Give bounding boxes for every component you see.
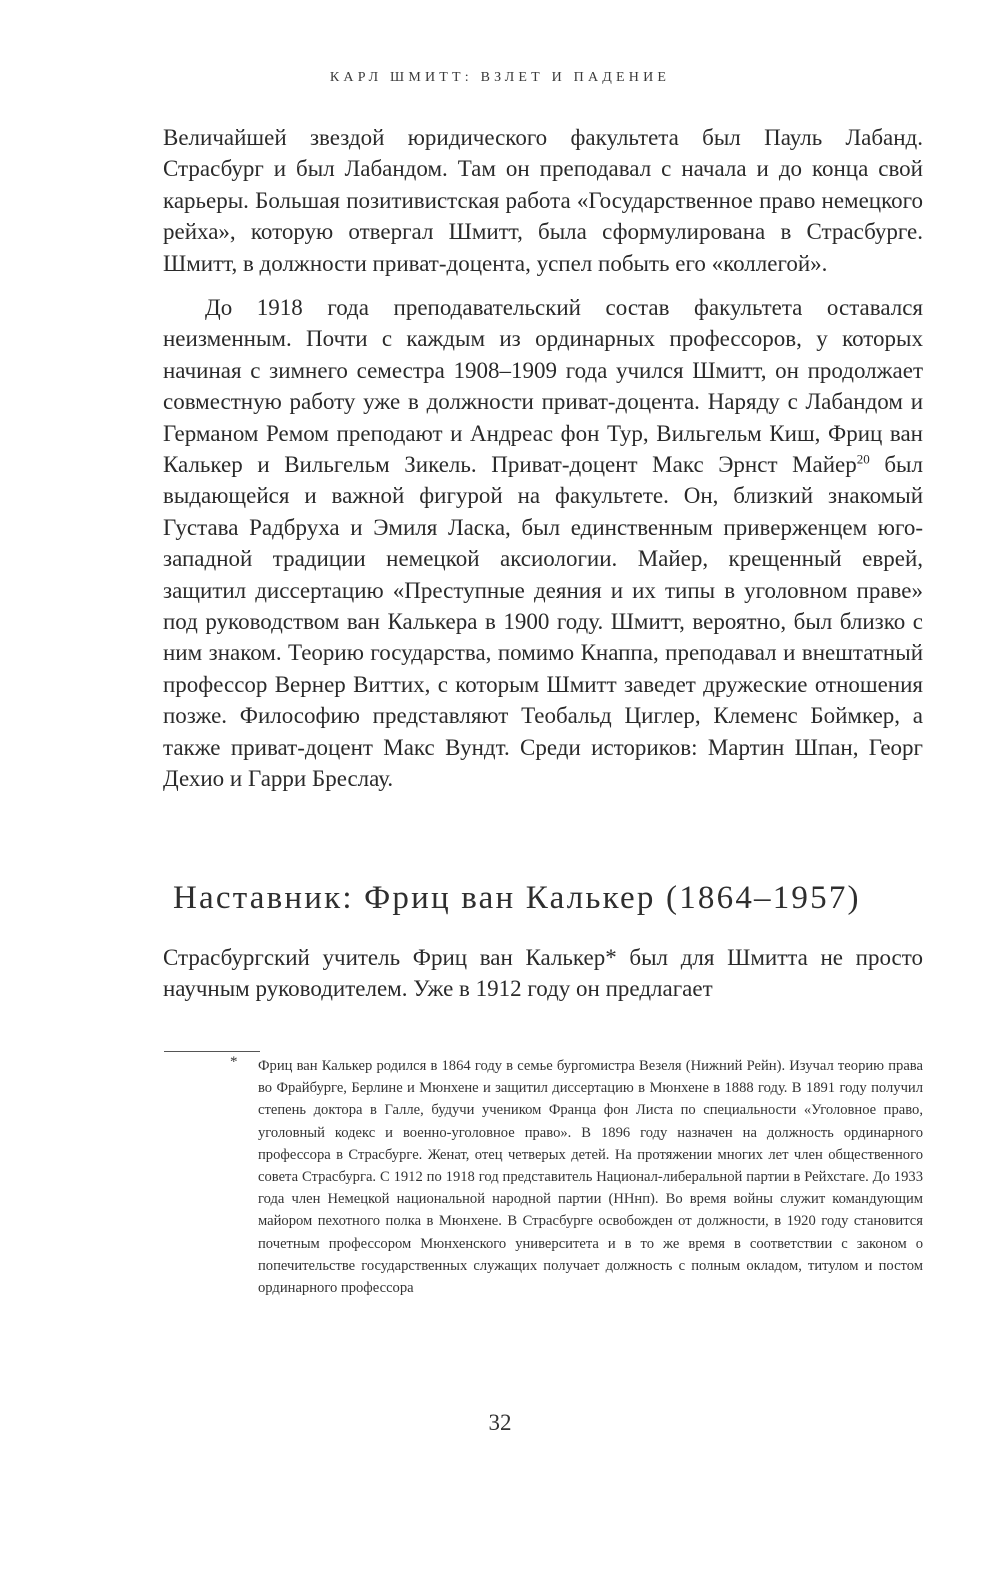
footnote-marker: * bbox=[230, 1054, 238, 1070]
footnote bbox=[230, 1054, 923, 1299]
running-head: КАРЛ ШМИТТ: ВЗЛЕТ И ПАДЕНИЕ bbox=[329, 70, 671, 85]
footnote-text: Фриц ван Калькер родился в 1864 году в семье бургомистра Везеля (Нижний Рейн). Изучал теорию права во Фрайбурге, Берлине и Мюнхене и защитил диссертацию в Мюнхене в 1888 году. В 1891 году получил степень доктора в Галле, будучи учеником Франца фон Листа по специальности «Уголовное право, уголовный кодекс и военно-уголовное право». В 1896 году назначен на должность ординарного профессора в Страсбурге. Женат, отец четверых детей. На протяжении многих лет член общественного совета Страсбурга. С 1912 по 1918 год представитель Национал-либеральной партии в Рейхстаге. До 1933 года член Немецкой национальной народной партии (ННнп). Во время войны служит командующим майором пехотного полка в Мюнхене. В Страсбурге освобожден от должности, в 1920 году становится почетным профессором Мюнхенского университета и в то же время в соответствии с законом о попечительстве государственных служащих получает должность с полным окладом, титулом и постом ординарного профессора bbox=[258, 1058, 923, 1297]
endnote-reference[interactable]: 20 bbox=[856, 451, 870, 467]
paragraph-text: Страсбургский учитель Фриц ван Калькер* был для Шмитта не просто научным руководителем. Уже в 1912 году он предлагает bbox=[163, 945, 923, 1002]
paragraph-text: Величайшей звездой юридического факультета был Пауль Лабанд. Страсбург и был Лабандом. Там он преподавал с начала и до конца свой карьеры. Большая позитивистская работа «Государственное право немецкого рейха», которую отвергал Шмитт, была сформулирована в Страсбурге. Шмитт, в должности приват-доцента, успел побыть его «коллегой». bbox=[163, 125, 923, 276]
paragraph-text-after-note: был выдающейся и важной фигурой на факультете. Он, близкий знакомый Густава Радбруха и Эмиля Ласка, был единственным приверженцем юго-западной традиции немецкой аксиологии. Майер, крещенный еврей, защитил диссертацию «Преступные деяния и их типы в уголовном праве» под руководством ван Калькера в 1900 году. Шмитт, вероятно, был близко с ним знаком. Теорию государства, помимо Кнаппа, преподавал и внештатный профессор Вернер Виттих, с которым Шмитт заведет дружеские отношения позже. Философию представляют Теобальд Циглер, Клеменс Боймкер, а также приват-доцент Макс Вундт. Среди историков: Мартин Шпан, Георг Дехио и Гарри Бреслау. bbox=[163, 452, 923, 792]
section-paragraph bbox=[163, 942, 923, 1005]
footnote-divider bbox=[164, 1051, 260, 1052]
section-heading: Наставник: Фриц ван Калькер (1864–1957) bbox=[173, 880, 861, 916]
paragraph-text-before-note: До 1918 года преподавательский состав факультета оставался неизменным. Почти с каждым из ординарных профессоров, у которых начиная с зимнего семестра 1908–1909 года учился Шмитт, он продолжает совместную работу уже в должности приват-доцента. Наряду с Лабандом и Германом Ремом преподают и Андреас фон Тур, Вильгельм Киш, Фриц ван Калькер и Вильгельм Зикель. Приват-доцент Макс Эрнст Майер bbox=[163, 295, 923, 478]
paragraph-2 bbox=[163, 292, 923, 795]
page-number: 32 bbox=[488, 1410, 512, 1435]
paragraph-1 bbox=[163, 122, 923, 279]
